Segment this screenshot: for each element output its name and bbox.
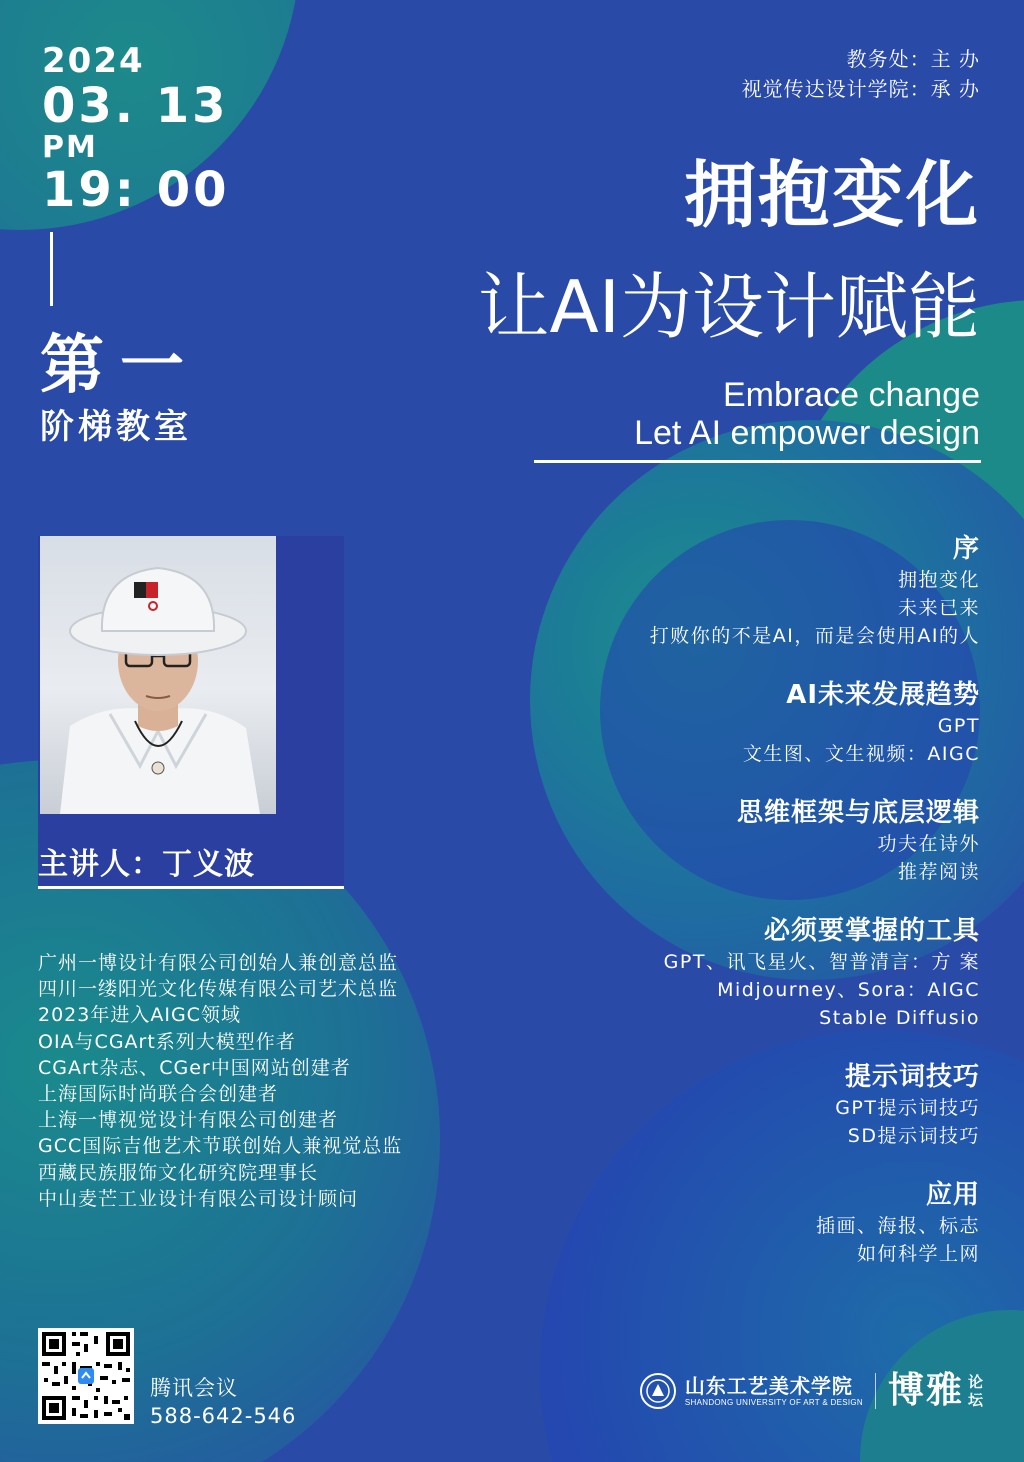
title-underline bbox=[534, 460, 981, 463]
section-item: 如何科学上网 bbox=[856, 1243, 980, 1265]
university-emblem-icon bbox=[639, 1372, 677, 1410]
event-date bbox=[42, 42, 230, 216]
section-item: 插画、海报、标志 bbox=[815, 1215, 980, 1237]
bio-line: 四川一缕阳光文化传媒有限公司艺术总监 bbox=[38, 978, 399, 1001]
agenda-section-trends bbox=[560, 678, 980, 768]
meeting-info bbox=[150, 1374, 296, 1430]
venue-sub: 阶梯教室 bbox=[40, 407, 192, 447]
logo-divider bbox=[875, 1373, 876, 1409]
section-item: GPT bbox=[937, 715, 980, 737]
bio-line: OIA与CGArt系列大模型作者 bbox=[38, 1030, 296, 1053]
date-divider bbox=[50, 232, 53, 306]
bio-line: CGArt杂志、CGer中国网站创建者 bbox=[38, 1056, 351, 1079]
meeting-app: 腾讯会议 bbox=[150, 1376, 238, 1400]
agenda bbox=[560, 532, 980, 1296]
agenda-section-applications bbox=[560, 1178, 980, 1268]
title-english bbox=[634, 376, 980, 452]
qr-code-icon[interactable] bbox=[38, 1328, 134, 1424]
forum-logo bbox=[888, 1371, 984, 1411]
section-item: 功夫在诗外 bbox=[877, 833, 980, 855]
speaker-name: 主讲人：丁义波 bbox=[38, 847, 255, 882]
title-main: 拥抱变化 bbox=[683, 153, 980, 237]
section-item: 未来已来 bbox=[897, 597, 980, 619]
date-day: 03. 13 bbox=[42, 78, 229, 134]
title-en-line1: Embrace change bbox=[722, 376, 980, 414]
qr-pattern bbox=[38, 1328, 134, 1424]
section-item: 打败你的不是AI，而是会使用AI的人 bbox=[649, 625, 980, 647]
forum-name: 博雅 bbox=[887, 1370, 964, 1411]
speaker-photo bbox=[40, 536, 276, 814]
bio-line: 西藏民族服饰文化研究院理事长 bbox=[38, 1161, 319, 1184]
date-year: 2024 bbox=[42, 41, 145, 81]
section-item: Stable Diffusio bbox=[819, 1007, 980, 1029]
logo-area bbox=[639, 1366, 984, 1416]
speaker-underline bbox=[38, 886, 344, 889]
venue bbox=[40, 330, 200, 448]
section-item: GPT提示词技巧 bbox=[835, 1097, 980, 1119]
section-item: 推荐阅读 bbox=[897, 861, 980, 883]
section-title: 序 bbox=[952, 534, 980, 564]
university-name-en: SHANDONG UNIVERSITY OF ART & DESIGN bbox=[684, 1398, 863, 1407]
section-item: 文生图、文生视频：AIGC bbox=[742, 743, 980, 765]
agenda-section-prompts bbox=[560, 1060, 980, 1150]
meeting-id[interactable]: 588-642-546 bbox=[150, 1404, 297, 1428]
organizer-host: 教务处：主 办 bbox=[846, 47, 980, 71]
bio-line: 中山麦芒工业设计有限公司设计顾问 bbox=[38, 1187, 359, 1210]
section-item: 拥抱变化 bbox=[897, 569, 980, 591]
section-item: SD提示词技巧 bbox=[847, 1125, 980, 1147]
section-title: 应用 bbox=[925, 1180, 980, 1210]
university-name-cn: 山东工艺美术学院 bbox=[684, 1374, 853, 1398]
date-ampm: PM bbox=[42, 130, 98, 165]
speaker-bio bbox=[38, 950, 402, 1212]
organizer-undertaker: 视觉传达设计学院：承 办 bbox=[741, 77, 980, 101]
bio-line: GCC国际吉他艺术节联创始人兼视觉总监 bbox=[38, 1135, 403, 1158]
agenda-section-preface bbox=[560, 532, 980, 650]
bio-line: 广州一博设计有限公司创始人兼创意总监 bbox=[38, 952, 399, 974]
section-item: GPT、讯飞星火、智普清言：方 案 bbox=[663, 951, 980, 973]
agenda-section-framework bbox=[560, 796, 980, 886]
speaker-portrait-icon bbox=[40, 536, 276, 814]
bio-line: 上海国际时尚联合会创建者 bbox=[38, 1083, 279, 1106]
section-title: AI未来发展趋势 bbox=[786, 680, 980, 710]
section-title: 思维框架与底层逻辑 bbox=[736, 798, 980, 828]
section-title: 提示词技巧 bbox=[844, 1062, 980, 1092]
forum-suffix: 论坛 bbox=[968, 1373, 984, 1409]
bio-line: 上海一博视觉设计有限公司创建者 bbox=[38, 1109, 339, 1132]
section-item: Midjourney、Sora：AIGC bbox=[717, 979, 980, 1001]
title-en-line2: Let AI empower design bbox=[634, 414, 980, 452]
venue-main: 第一 bbox=[40, 329, 200, 403]
agenda-section-tools bbox=[560, 914, 980, 1032]
organizers bbox=[742, 44, 980, 104]
title-sub: 让AI为设计赋能 bbox=[477, 265, 980, 349]
section-title: 必须要掌握的工具 bbox=[763, 916, 980, 946]
bio-line: 2023年进入AIGC领域 bbox=[38, 1004, 241, 1027]
date-time: 19: 00 bbox=[42, 162, 230, 218]
university-logo bbox=[639, 1372, 863, 1410]
